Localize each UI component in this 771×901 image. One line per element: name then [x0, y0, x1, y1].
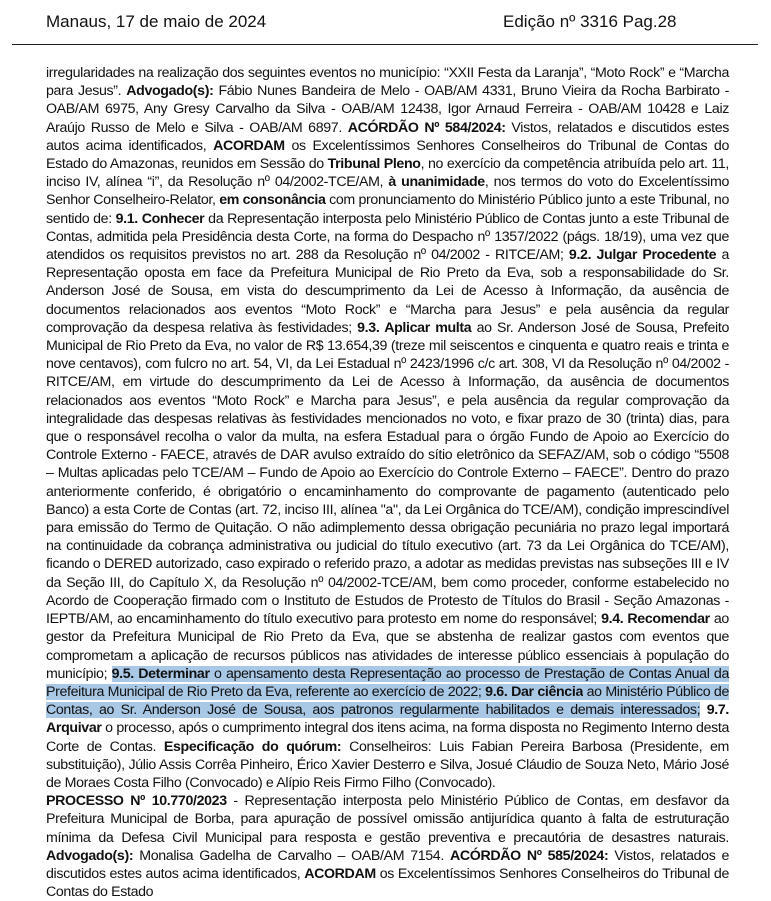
text-run: , nos termos do voto do Excelentíssimo Senhor Conselheiro-Relator,	[46, 174, 729, 209]
page-header	[0, 0, 771, 46]
text-run: - Representação interposta pelo Ministério Público de Contas, em desfavor da Prefeitura Municipal de Borba, para apuração de possível omissão antijurídica quanto à falta de estruturação mínima da Defesa Civil Municipal para resposta e gestão preventiva e precautória de desastres naturais.	[46, 793, 729, 846]
text-run: ao gestor da Prefeitura Municipal de Rio Preto da Eva, que se abstenha de realizar gastos com eventos que comprometam a aplicação de recursos públicos nas atividades de interesse público essenciais à população do município;	[46, 611, 729, 682]
text-run: a Representação oposta em face da Prefeitura Municipal de Rio Preto da Eva, sob a responsabilidade do Sr. Anderson José de Sousa, em vista do descumprimento da Lei de Acesso à Informação, da ausência de documentos relacionados aos eventos “Moto Rock” e “Marcha para Jesus” e pela ausência da regular comprovação da despesa relativa às festividades;	[46, 247, 729, 336]
text-run: com pronunciamento do Ministério Público junto a este Tribunal, no sentido de:	[46, 192, 729, 227]
bold-run: em consonância	[219, 192, 326, 209]
bold-run: à unanimidade	[388, 174, 485, 191]
bold-run: ACORDAM	[304, 865, 376, 882]
text-run: os Excelentíssimos Senhores Conselheiros do Tribunal de Contas do Estado	[46, 865, 729, 901]
text-run: ao Sr. Anderson José de Sousa, Prefeito Municipal de Rio Preto da Eva, no valor de R$ 13.654,39 (treze mil seiscentos e cinquenta e quatro reais e trinta e nove centavos), com fulcro no art. 54, VI, da Lei Estadual nº 2423/1996 c/c art. 308, VI da Resolução nº 04/2002 - RITCE/AM, em virtude do descumprimento da Lei de Acesso à Informação, da ausência de documentos relacionados aos eventos “Moto Rock” e Marcha para Jesus”, e pela ausência da regular comprovação da integralidade das despesas relativas às festividades mencionados no voto, e fixar prazo de 30 (trinta) dias, para que o responsável recolha o valor da multa, na esfera Estadual para o órgão Fundo de Apoio ao Exercício do Controle Externo - FAECE, através de DAR avulso extraído do sítio eletrônico da SEFAZ/AM, sob o código “5508 – Multas aplicadas pelo TCE/AM – Fundo de Apoio ao Exercício do Controle Externo – FAECE”. Dentro do prazo anteriormente conferido, é obrigatório o encaminhamento do comprovante de pagamento (autenticado pelo Banco) a esta Corte de Contas (art. 72, inciso III, alínea "a", da Lei Orgânica do TCE/AM), condição imprescindível para emissão do Termo de Quitação. O não adimplemento dessa obrigação pecuniária no prazo legal importará na continuidade da cobrança administrativa ou judicial do título executivo (art. 73 da Lei Orgânica do TCE/AM), ficando o DERED autorizado, caso expirado o referido prazo, a adotar as medidas previstas nas subseções III e IV da Seção III, do Capítulo X, da Resolução nº 04/2002-TCE/AM, bem como proceder, conforme estabelecido no Acordo de Cooperação firmado com o Instituto de Estudos de Protesto de Títulos do Brasil - Seção Amazonas - IEPTB/AM, ao encaminhamento do título executivo para protesto em nome do responsável;	[46, 319, 729, 628]
paragraph-processo-10770	[46, 792, 729, 901]
bold-run: 9.3. Aplicar multa	[357, 319, 472, 336]
highlighted-bold-run: 9.5. Determinar	[111, 665, 210, 682]
text-run: Monalisa Gadelha de Carvalho – OAB/AM 7154.	[133, 847, 450, 864]
text-run: Vistos, relatados e discutidos estes autos acima identificados,	[46, 847, 729, 882]
bold-run: PROCESSO Nº 10.770/2023	[46, 793, 227, 810]
highlighted-text-run: o apensamento desta Representação ao processo de Prestação de Contas Anual da Prefeitura Municipal de Rio Preto da Eva, referente ao exercício de 2022;	[46, 665, 729, 700]
document-body	[46, 64, 729, 901]
highlighted-text-run: ao Ministério Público de Contas, ao Sr. Anderson José de Sousa, aos patronos regularmente habilitados e demais interessados;	[46, 683, 729, 719]
text-run: o processo, após o cumprimento integral dos itens acima, na forma disposta no Regimento Interno desta Corte de Contas.	[46, 720, 729, 755]
bold-run: Tribunal Pleno	[327, 156, 421, 173]
bold-run: Advogado(s):	[46, 847, 134, 864]
bold-run: ACORDAM	[213, 137, 285, 154]
bold-run: 9.7. Arquivar	[46, 702, 729, 737]
paragraph-acordao-584	[46, 64, 729, 792]
text-run: Vistos, relatados e discutidos estes autos acima identificados,	[46, 119, 729, 154]
text-run: Conselheiros: Luis Fabian Pereira Barbosa (Presidente, em substituição), Júlio Assis Corrêa Pinheiro, Érico Xavier Desterro e Silva, Josué Cláudio de Souza Neto, Mário José de Moraes Costa Filho (Convocado) e Alípio Reis Firmo Filho (Convocado).	[46, 738, 729, 791]
header-place-date: Manaus, 17 de maio de 2024	[46, 12, 267, 31]
bold-run: Advogado(s):	[126, 83, 214, 100]
header-divider	[12, 44, 758, 45]
bold-run: Especificação do quórum:	[163, 738, 342, 755]
bold-run: 9.4. Recomendar	[601, 611, 710, 628]
text-run: Fábio Nunes Bandeira de Melo - OAB/AM 4331, Bruno Vieira da Rocha Barbirato - OAB/AM 6975, Any Gresy Carvalho da Silva - OAB/AM 12438, Igor Arnaud Ferreira - OAB/AM 10428 e Laiz Araújo Russo de Melo e Silva - OAB/AM 6897.	[46, 83, 729, 136]
bold-run: 9.1. Conhecer	[115, 210, 205, 227]
bold-run: ACÓRDÃO Nº 585/2024:	[449, 847, 609, 864]
text-run: irregularidades na realização dos seguintes eventos no município: “XXII Festa da Laranja”, “Moto Rock” e “Marcha para Jesus”.	[46, 65, 729, 100]
highlighted-bold-run: 9.6. Dar ciência	[485, 683, 583, 700]
text-run: da Representação interposta pelo Ministério Público de Contas junto a este Tribunal de Contas, admitida pela Presidência desta Corte, na forma do Despacho nº 1357/2022 (págs. 18/19), uma vez que atendidos os requisitos previstos no art. 288 da Resolução nº 04/2002 - RITCE/AM;	[46, 210, 730, 264]
text-run: , no exercício da competência atribuída pelo art. 11, inciso IV, alínea “i”, da Resolução nº 04/2002-TCE/AM,	[46, 156, 730, 191]
bold-run: ACÓRDÃO Nº 584/2024:	[347, 119, 506, 136]
bold-run: 9.2. Julgar Procedente	[568, 247, 717, 264]
text-run: os Excelentíssimos Senhores Conselheiros do Tribunal de Contas do Estado do Amazonas, reunidos em Sessão do	[46, 137, 729, 173]
header-edition-page: Edição nº 3316 Pag.28	[503, 12, 677, 31]
